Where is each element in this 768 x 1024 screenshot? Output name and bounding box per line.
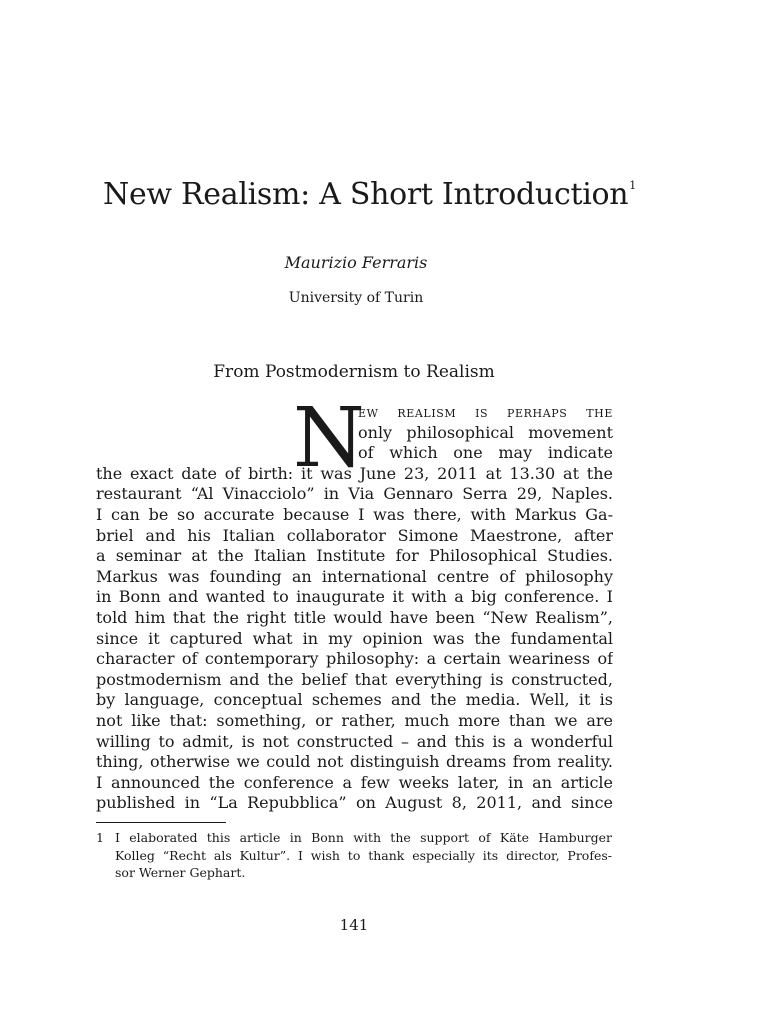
body-line: only philosophical movement xyxy=(358,422,613,442)
section-heading: From Postmodernism to Realism xyxy=(213,362,495,382)
footnote-line: Kolleg “Recht als Kultur”. I wish to thank especially its director, Profes- xyxy=(115,847,612,863)
footnote-divider xyxy=(96,822,226,823)
article-title xyxy=(103,167,636,214)
body-line: by language, conceptual schemes and the media. Well, it is xyxy=(96,690,613,710)
body-line: thing, otherwise we could not distinguish dreams from reality. xyxy=(96,752,613,772)
footnote-number: 1 xyxy=(96,830,104,845)
body-line: Markus was founding an international centre of philosophy xyxy=(96,566,613,586)
body-line: a seminar at the Italian Institute for Philosophical Studies. xyxy=(96,546,613,566)
body-line: the exact date of birth: it was June 23, 2011 at 13.30 at the xyxy=(96,463,613,483)
footnote-text xyxy=(115,829,612,882)
body-line: willing to admit, is not constructed – and this is a wonderful xyxy=(96,731,613,751)
body-line: briel and his Italian collaborator Simone Maestrone, after xyxy=(96,525,613,545)
body-line-small-caps: ew realism is perhaps the xyxy=(358,402,613,421)
body-text xyxy=(96,391,613,814)
body-line: in Bonn and wanted to inaugurate it with a big conference. I xyxy=(96,587,613,607)
body-line: character of contemporary philosophy: a certain weariness of xyxy=(96,649,613,669)
body-line: I can be so accurate because I was there, with Markus Ga- xyxy=(96,504,613,524)
body-line: restaurant “Al Vinacciolo” in Via Gennaro Serra 29, Naples. xyxy=(96,484,613,504)
title-footnote-marker[interactable]: 1 xyxy=(629,179,636,192)
body-line: of which one may indicate xyxy=(358,443,613,463)
footnote xyxy=(96,829,616,882)
body-line: since it captured what in my opinion was the fundamental xyxy=(96,628,613,648)
body-line: published in “La Repubblica” on August 8, 2011, and since xyxy=(96,793,613,813)
body-line: told him that the right title would have been “New Realism”, xyxy=(96,607,613,627)
article-title-text: New Realism: A Short Introduction xyxy=(103,177,629,212)
page-number: 141 xyxy=(339,916,369,934)
body-line: not like that: something, or rather, much more than we are xyxy=(96,710,613,730)
footnote-line: sor Werner Gephart. xyxy=(115,865,246,880)
body-line: postmodernism and the belief that everything is constructed, xyxy=(96,669,613,689)
drop-cap: N xyxy=(293,391,365,486)
footnote-line: I elaborated this article in Bonn with the support of Käte Hamburger xyxy=(115,830,612,845)
body-line: I announced the conference a few weeks later, in an article xyxy=(96,772,613,792)
author-name: Maurizio Ferraris xyxy=(284,253,428,272)
author-affiliation: University of Turin xyxy=(288,290,424,306)
